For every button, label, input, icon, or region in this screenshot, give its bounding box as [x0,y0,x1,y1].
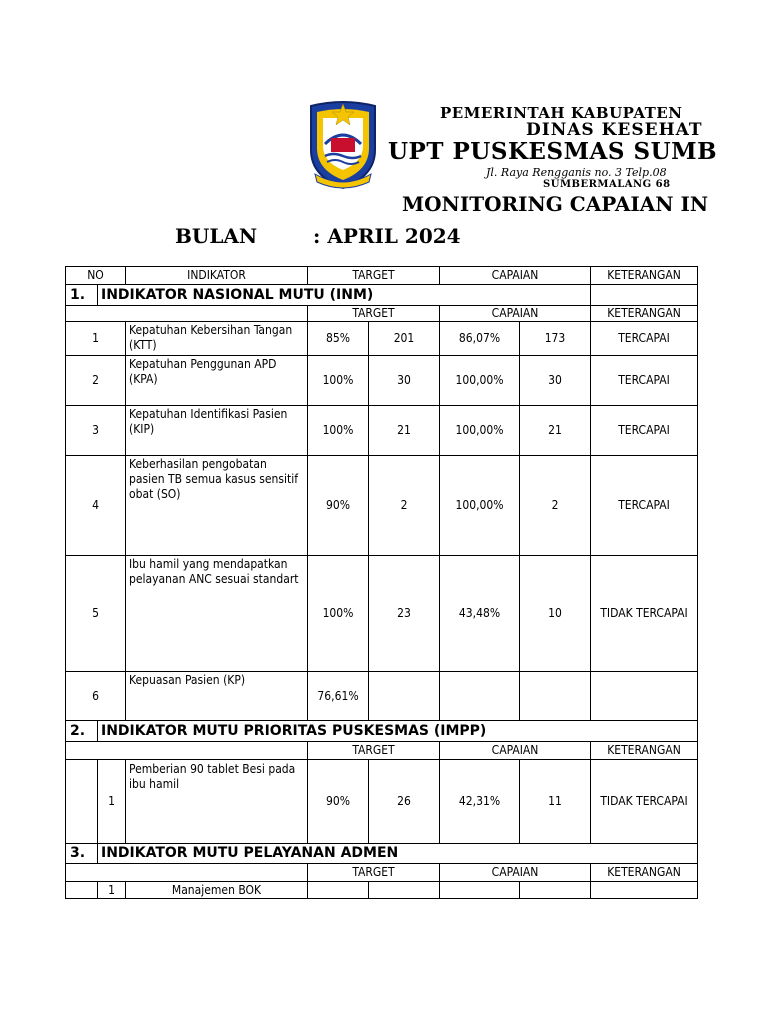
inm-row-ket: TERCAPAI [618,331,670,345]
impp-row-target-n: 26 [397,794,411,808]
impp-row-indikator: Pemberian 90 tablet Besi pada ibu hamil [129,762,296,791]
sub-target-header: TARGET [352,306,395,320]
letterhead-line-1: PEMERINTAH KABUPATEN [440,104,683,122]
inm-row-cap [440,672,519,720]
sub-target-header: TARGET [352,865,395,879]
inm-row-tn: 2 [400,498,408,512]
sub-keterangan-header: KETERANGAN [607,306,681,320]
inm-row-target: 85% [326,331,350,345]
inm-row-tn: 30 [397,373,411,387]
inm-row-no: 5 [92,606,99,620]
inm-row-cn: 30 [548,373,562,387]
impp-row-capaian-n: 11 [548,794,562,808]
section-2-title: INDIKATOR MUTU PRIORITAS PUSKESMAS (IMPP) [101,723,487,739]
inm-row-ket: TIDAK TERCAPAI [600,606,688,620]
inm-row-ind: Ibu hamil yang mendapatkan pelayanan ANC sesuai standart [129,557,299,586]
inm-row-target: 90% [326,498,350,512]
section-3-number: 3. [70,845,86,861]
inm-row-ind: Kepatuhan Penggunan APD (KPA) [129,357,277,386]
inm-row-target: 100% [322,606,354,620]
sub-target-header: TARGET [352,743,395,757]
inm-row-ket: TERCAPAI [618,423,670,437]
inm-row-no: 4 [92,498,99,512]
section-1-number: 1. [70,287,86,303]
inm-row-tn: 201 [393,331,415,345]
inm-row-ket [596,672,692,720]
inm-row-ind: Kepuasan Pasien (KP) [129,673,246,687]
page-title: MONITORING CAPAIAN IN [402,192,709,216]
month-label: BULAN [175,224,258,248]
col-indikator-header: INDIKATOR [187,268,246,282]
section-3-title: INDIKATOR MUTU PELAYANAN ADMEN [101,845,399,861]
inm-row-cn: 2 [551,498,559,512]
inm-row-no: 2 [92,373,99,387]
impp-row-capaian: 42,31% [458,794,501,808]
inm-row-target: 76,61% [317,689,359,703]
inm-row-cap: 100,00% [455,498,504,512]
section-1-title: INDIKATOR NASIONAL MUTU (INM) [101,287,374,303]
sub-capaian-header: CAPAIAN [491,306,539,320]
sub-keterangan-header: KETERANGAN [607,743,681,757]
inm-row-no: 6 [92,688,99,703]
col-target-header: TARGET [352,268,395,282]
inm-row-tn: 23 [397,606,411,620]
inm-row-cap: 100,00% [455,423,504,437]
admen-row-indikator: Manajemen BOK [171,882,262,897]
inm-row-ind: Kepatuhan Kebersihan Tangan (KTT) [129,323,293,352]
impp-row-no: 1 [108,794,115,808]
inm-row-cap: 43,48% [458,606,501,620]
inm-row-cap: 100,00% [455,373,504,387]
inm-row-target: 100% [322,373,354,387]
letterhead-address: Jl. Raya Rengganis no. 3 Telp.08 [486,166,667,179]
inm-row-cap: 86,07% [458,331,501,345]
inm-row-no: 3 [92,423,99,437]
col-no-header: NO [87,268,104,282]
inm-row-ind: Keberhasilan pengobatan pasien TB semua kasus sensitif obat (SO) [129,457,299,501]
inm-row-ket: TERCAPAI [618,498,670,512]
month-value: : APRIL 2024 [313,224,461,248]
impp-row-keterangan: TIDAK TERCAPAI [600,794,688,808]
col-keterangan-header: KETERANGAN [607,268,681,282]
impp-row-target: 90% [326,794,350,808]
inm-row-tn [369,672,439,720]
sub-keterangan-header: KETERANGAN [607,865,681,879]
inm-row-cn: 10 [548,606,562,620]
inm-row-cn: 21 [548,423,562,437]
letterhead-city: SUMBERMALANG 68 [543,179,671,190]
inm-row-target: 100% [322,423,354,437]
admen-row-no: 1 [108,882,115,897]
col-capaian-header: CAPAIAN [491,268,539,282]
sub-capaian-header: CAPAIAN [491,743,539,757]
inm-row-cn: 173 [544,331,566,345]
inm-row-ind: Kepatuhan Identifikasi Pasien (KIP) [129,407,288,436]
inm-row-tn: 21 [397,423,411,437]
letterhead-line-3: UPT PUSKESMAS SUMB [388,138,718,165]
letterhead-line-2: DINAS KESEHAT [526,120,703,140]
inm-row-cn [520,672,590,720]
sub-capaian-header: CAPAIAN [491,865,539,879]
inm-row-ket: TERCAPAI [618,373,670,387]
inm-row-no: 1 [92,331,99,345]
section-2-number: 2. [70,723,86,739]
